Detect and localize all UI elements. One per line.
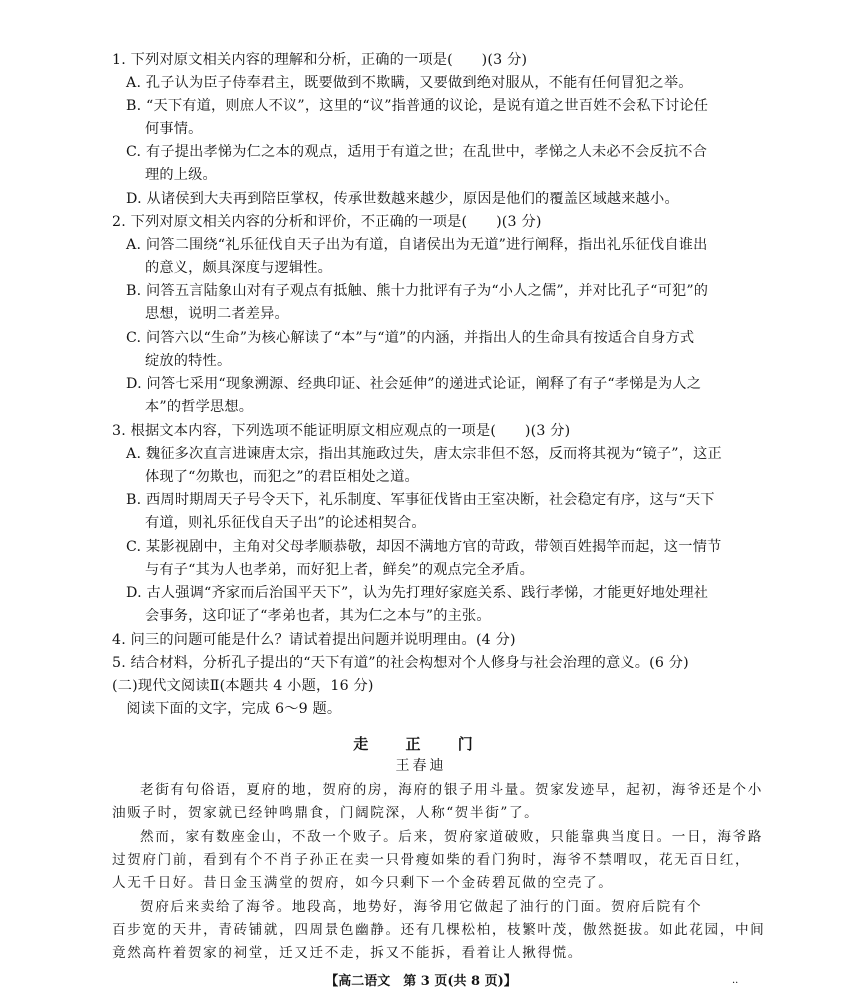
question-5-stem: 5. 结合材料，分析孔子提出的“天下有道”的社会构想对个人修身与社会治理的意义。(6 分): [112, 655, 689, 671]
question-1-option-c-cont: 理的上级。: [145, 167, 217, 183]
question-3-option-a-cont: 体现了“勿欺也，而犯之”的君臣相处之道。: [145, 469, 419, 485]
story-paragraph-line: 然而，家有数座金山，不敌一个败子。后来，贺府家道破败，只能靠典当度日。一日，海爷路: [140, 829, 763, 845]
question-3-option-c: C. 某影视剧中，主角对父母孝顺恭敬，却因不满地方官的苛政，带领百姓揭竿而起，这一情节: [126, 539, 722, 555]
story-paragraph-line: 老街有句俗语，夏府的地，贺府的房，海府的银子用斗量。贺家发迹早，起初，海爷还是个小: [140, 782, 763, 798]
story-paragraph-line: 百步宽的天井，青砖铺就，四周景色幽静。还有几棵松柏，枝繁叶茂，傲然挺拔。如此花园，中间: [112, 922, 766, 938]
question-1-stem: 1. 下列对原文相关内容的理解和分析，正确的一项是( )(3 分): [112, 52, 528, 68]
reading-instruction: 阅读下面的文字，完成 6～9 题。: [112, 701, 342, 717]
story-paragraph-line: 油贩子时，贺家就已经钟鸣鼎食，门阔院深，人称“贺半街”了。: [112, 805, 540, 821]
question-3-option-d-cont: 会事务，这印证了“孝弟也者，其为仁之本与”的主张。: [145, 608, 491, 624]
question-2-option-b: B. 问答五言陆象山对有子观点有抵触、熊十力批评有子为“小人之儒”，并对比孔子“可犯”的: [126, 283, 709, 299]
story-paragraph-line: 竟然高杵着贺家的祠堂，迁又迁不走，拆又不能拆，看着让人揪得慌。: [112, 945, 584, 961]
question-1-option-d: D. 从诸侯到大夫再到陪臣掌权，传承世数越来越少，原因是他们的覆盖区域越来越小。: [126, 191, 679, 207]
question-2-option-c: C. 问答六以“生命”为核心解读了“本”与“道”的内涵，并指出人的生命具有按适合自身方式: [126, 330, 695, 346]
question-1-option-b-cont: 何事情。: [145, 121, 203, 137]
question-2-option-b-cont: 思想，说明二者差异。: [145, 306, 289, 322]
question-4-stem: 4. 问三的问题可能是什么？请试着提出问题并说明理由。(4 分): [112, 632, 516, 648]
question-2-option-a-cont: 的意义，颇具深度与逻辑性。: [145, 260, 333, 276]
story-paragraph-line: 人无千日好。昔日金玉满堂的贺府，如今只剩下一个金砖碧瓦做的空壳了。: [112, 875, 614, 891]
section-heading: (二)现代文阅读Ⅱ(本题共 4 小题，16 分): [112, 678, 374, 694]
question-3-stem: 3. 根据文本内容，下列选项不能证明原文相应观点的一项是( )(3 分): [112, 423, 571, 439]
story-title: 走 正 门: [353, 735, 489, 753]
story-paragraph-line: 过贺府门前，看到有个不肖子孙正在卖一只骨瘦如柴的看门狗时，海爷不禁喟叹，花无百日红，: [112, 852, 751, 868]
story-paragraph-line: 贺府后来卖给了海爷。地段高，地势好，海爷用它做起了油行的门面。贺府后院有个: [140, 899, 703, 915]
question-3-option-b-cont: 有道，则礼乐征伐自天子出”的论述相契合。: [145, 515, 426, 531]
question-2-option-d: D. 问答七采用“现象溯源、经典印证、社会延伸”的递进式论证，阐释了有子“孝悌是为人之: [126, 376, 702, 392]
story-author: 王春迪: [395, 758, 447, 774]
question-2-option-c-cont: 绽放的特性。: [145, 353, 232, 369]
question-2-option-d-cont: 本”的哲学思想。: [145, 399, 254, 415]
question-3-option-b: B. 西周时期周天子号令天下，礼乐制度、军事征伐皆由王室决断，社会稳定有序，这与“天下: [126, 492, 715, 508]
question-1-option-b: B. “天下有道，则庶人不议”，这里的“议”指普通的议论，是说有道之世百姓不会私下讨论任: [126, 98, 709, 114]
corner-mark: ··: [732, 978, 739, 989]
question-3-option-d: D. 古人强调“齐家而后治国平天下”，认为先打理好家庭关系、践行孝悌，才能更好地处理社: [126, 585, 709, 601]
question-3-option-c-cont: 与有子“其为人也孝弟，而好犯上者，鲜矣”的观点完全矛盾。: [145, 562, 534, 578]
question-1-option-a: A. 孔子认为臣子侍奉君主，既要做到不欺瞒，又要做到绝对服从，不能有任何冒犯之举。: [126, 75, 693, 91]
question-2-option-a: A. 问答二围绕“礼乐征伐自天子出为有道，自诸侯出为无道”进行阐释，指出礼乐征伐自谁出: [126, 237, 708, 253]
question-1-option-c: C. 有子提出孝悌为仁之本的观点，适用于有道之世；在乱世中，孝悌之人未必不会反抗不合: [126, 144, 708, 160]
question-3-option-a: A. 魏征多次直言进谏唐太宗，指出其施政过失，唐太宗非但不怒，反而将其视为“镜子”，这正: [126, 446, 722, 462]
page-footer: 【高二语文 第 3 页(共 8 页)】: [325, 974, 517, 989]
question-2-stem: 2. 下列对原文相关内容的分析和评价，不正确的一项是( )(3 分): [112, 214, 542, 230]
